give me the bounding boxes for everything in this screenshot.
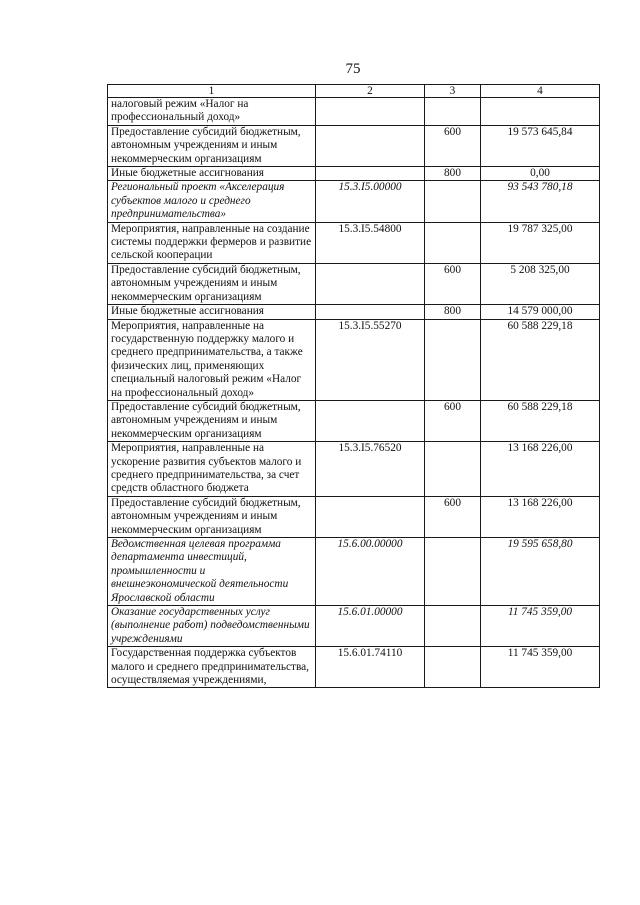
row-expense-type-cell (425, 647, 481, 688)
row-amount-cell: 13 168 226,00 (481, 496, 600, 537)
row-code-cell (316, 125, 425, 166)
row-expense-type-cell: 600 (425, 125, 481, 166)
column-header-3: 3 (425, 85, 481, 98)
row-amount-cell: 19 595 658,80 (481, 538, 600, 606)
row-name-cell: Региональный проект «Акселерация субъектов малого и среднего предпринимательства» (108, 181, 316, 222)
row-name-cell: Мероприятия, направленные на ускорение развития субъектов малого и среднего предпринимательства, за счет средств областного бюджета (108, 442, 316, 497)
page-number: 75 (345, 61, 361, 77)
row-name-cell: Ведомственная целевая программа департамента инвестиций, промышленности и внешнеэкономической деятельности Ярославской области (108, 538, 316, 606)
row-amount-cell: 11 745 359,00 (481, 647, 600, 688)
row-code-cell: 15.3.I5.55270 (316, 319, 425, 400)
row-name-cell: Предоставление субсидий бюджетным, автономным учреждениям и иным некоммерческим организациям (108, 400, 316, 441)
row-amount-cell: 19 573 645,84 (481, 125, 600, 166)
table-row (108, 98, 600, 126)
table-row (108, 606, 600, 647)
row-code-cell: 15.3.I5.00000 (316, 181, 425, 222)
row-code-cell: 15.6.01.74110 (316, 647, 425, 688)
row-expense-type-cell (425, 442, 481, 497)
row-code-cell (316, 305, 425, 319)
row-name-cell: Мероприятия, направленные на создание системы поддержки фермеров и развитие сельской кооперации (108, 222, 316, 263)
row-code-cell (316, 167, 425, 181)
row-name-cell: Предоставление субсидий бюджетным, автономным учреждениям и иным некоммерческим организациям (108, 496, 316, 537)
row-name-cell: Государственная поддержка субъектов малого и среднего предпринимательства, осуществляемая учреждениями, (108, 647, 316, 688)
row-expense-type-cell: 600 (425, 263, 481, 304)
row-expense-type-cell (425, 319, 481, 400)
row-expense-type-cell (425, 181, 481, 222)
column-header-2: 2 (316, 85, 425, 98)
table-row (108, 181, 600, 222)
row-expense-type-cell: 800 (425, 305, 481, 319)
row-code-cell (316, 496, 425, 537)
row-amount-cell: 11 745 359,00 (481, 606, 600, 647)
row-amount-cell: 0,00 (481, 167, 600, 181)
row-name-cell: налоговый режим «Налог на профессиональный доход» (108, 98, 316, 126)
table-body (108, 98, 600, 688)
row-code-cell (316, 98, 425, 126)
table-row (108, 400, 600, 441)
row-code-cell (316, 400, 425, 441)
row-code-cell: 15.3.I5.76520 (316, 442, 425, 497)
table-row (108, 647, 600, 688)
column-header-4: 4 (481, 85, 600, 98)
row-amount-cell (481, 98, 600, 126)
row-expense-type-cell (425, 98, 481, 126)
row-code-cell (316, 263, 425, 304)
row-name-cell: Предоставление субсидий бюджетным, автономным учреждениям и иным некоммерческим организациям (108, 263, 316, 304)
row-name-cell: Оказание государственных услуг (выполнение работ) подведомственными учреждениями (108, 606, 316, 647)
row-code-cell: 15.6.01.00000 (316, 606, 425, 647)
table-row (108, 442, 600, 497)
row-name-cell: Предоставление субсидий бюджетным, автономным учреждениям и иным некоммерческим организациям (108, 125, 316, 166)
table-row (108, 496, 600, 537)
budget-table (107, 84, 600, 688)
row-name-cell: Мероприятия, направленные на государственную поддержку малого и среднего предпринимательства, а также физических лиц, применяющих специальный налоговый режим «Налог на профессиональный доход» (108, 319, 316, 400)
row-expense-type-cell: 600 (425, 496, 481, 537)
row-code-cell: 15.3.I5.54800 (316, 222, 425, 263)
table-row (108, 538, 600, 606)
table-row (108, 167, 600, 181)
table-row (108, 125, 600, 166)
row-amount-cell: 60 588 229,18 (481, 400, 600, 441)
table-row (108, 305, 600, 319)
row-amount-cell: 13 168 226,00 (481, 442, 600, 497)
row-code-cell: 15.6.00.00000 (316, 538, 425, 606)
row-amount-cell: 19 787 325,00 (481, 222, 600, 263)
row-name-cell: Иные бюджетные ассигнования (108, 305, 316, 319)
table-row (108, 263, 600, 304)
row-expense-type-cell (425, 606, 481, 647)
row-expense-type-cell (425, 538, 481, 606)
row-amount-cell: 93 543 780,18 (481, 181, 600, 222)
row-amount-cell: 14 579 000,00 (481, 305, 600, 319)
table-row (108, 222, 600, 263)
row-amount-cell: 5 208 325,00 (481, 263, 600, 304)
column-header-1: 1 (108, 85, 316, 98)
row-expense-type-cell (425, 222, 481, 263)
table-header-row (108, 85, 600, 98)
table-row (108, 319, 600, 400)
row-expense-type-cell: 600 (425, 400, 481, 441)
row-name-cell: Иные бюджетные ассигнования (108, 167, 316, 181)
row-expense-type-cell: 800 (425, 167, 481, 181)
row-amount-cell: 60 588 229,18 (481, 319, 600, 400)
